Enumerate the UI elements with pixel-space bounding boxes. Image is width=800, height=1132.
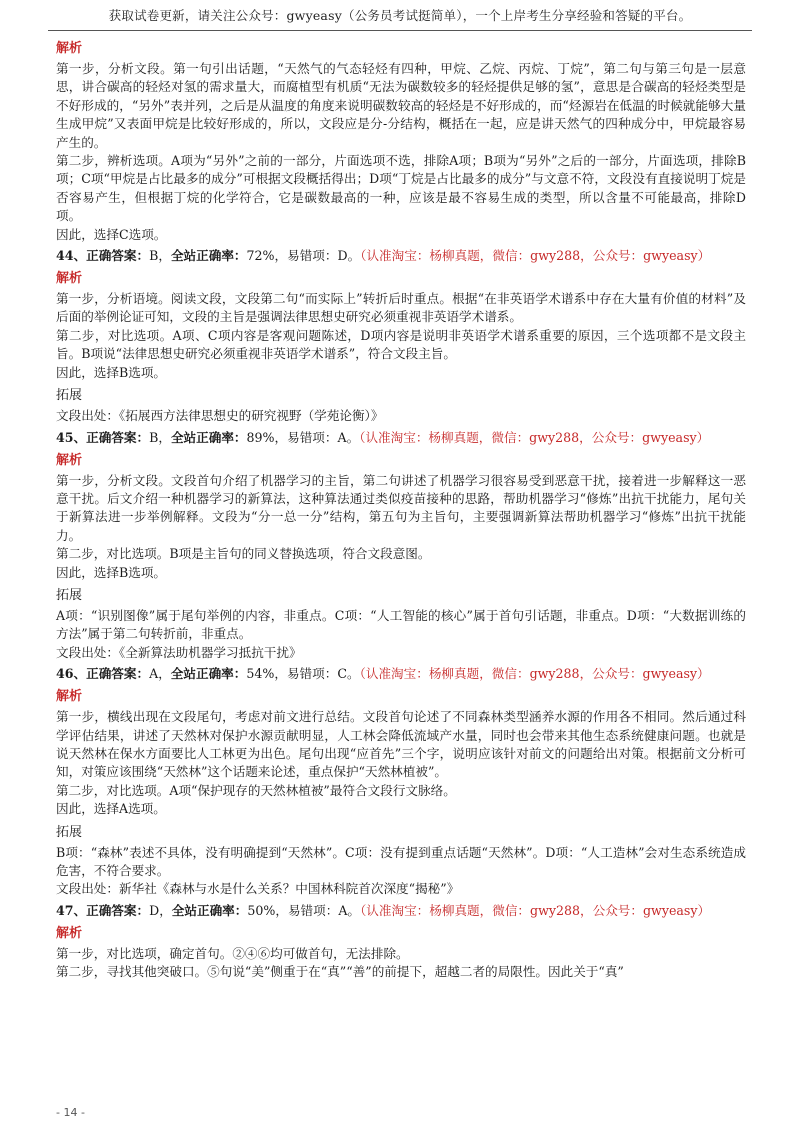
answer-label: 44、正确答案： (56, 248, 150, 264)
accuracy-value: 89%，易错项：A。 (246, 429, 360, 445)
answer-line (56, 427, 746, 448)
answer-value: B， (149, 429, 171, 445)
accuracy-value: 72%，易错项：D。 (246, 248, 361, 264)
paragraph: 第一步，分析文段。文段首句介绍了机器学习的主旨，第二句讲述了机器学习很容易受到恶意干扰，接着进一步解释这一恶意干扰。后文介绍一种机器学习的新算法，这种算法通过类似疫苗接种的思路，帮助机器学习“修炼”出抗干扰能力，尾句关于新算法进一步举例解释。文段为“分一总一分”结构，第五句为主旨句，主要强调新算法帮助机器学习“修炼”出抗干扰能力。 (56, 472, 746, 543)
page-number: - 14 - (56, 1106, 85, 1119)
paragraph: 第二步，辨析选项。A项为“另外”之前的一部分，片面选项不选，排除A项；B项为“另外”之后的一部分，片面选项，排除B项；C项“甲烷是占比最多的成分”可根据文段概括得出；D项“丁烷是占比最多的成分”与文意不符，文段没有直接说明丁烷是否容易产生，但根据丁烷的化学符合，它是碳数最高的一种，应该是最不容易生成的类型，所以含量不可能最高，排除D项。 (56, 153, 746, 224)
accuracy-label: 全站正确率： (171, 902, 248, 918)
paragraph: 第一步，对比选项，确定首句。②④⑥均可做首句，无法排除。 (56, 945, 409, 961)
answer-label: 46、正确答案： (56, 666, 150, 682)
paragraph: 文段出处：新华社《森林与水是什么关系？中国林科院首次深度“揭秘”》 (56, 881, 460, 897)
extension-heading: 拓展 (56, 388, 83, 404)
answer-value: D， (149, 902, 172, 918)
paragraph: 第一步，分析文段。第一句引出话题，“天然气的气态轻烃有四种，甲烷、乙烷、丙烷、丁烷”，第二句与第三句是一层意思，讲合碳高的轻烃对氢的需求量大，而腐植型有机质“无法为碳数较多的轻烃提供足够的氢”，意思是合碳高的轻烃类型是不好形成的，“另外”表并列，之后是从温度的角度来说明碳数较高的轻烃是不好形成的，而“烃源岩在低温的时候就能够大量生成甲烷”又表面甲烷是比较好形成的，所以，文段应是分-分结构，概括在一起，应是讲天然气的四种成分中，甲烷最容易产生的。 (56, 61, 746, 150)
paragraph: 文段出处：《拓展西方法律思想史的研究视野（学苑论衡）》 (56, 408, 384, 424)
accuracy-value: 50%，易错项：A。 (247, 902, 361, 918)
header-divider (48, 30, 752, 31)
accuracy-label: 全站正确率： (170, 248, 247, 264)
paragraph: 第二步，对比选项。A项“保护现存的天然林植被”最符合文段行文脉络。 (56, 782, 456, 798)
paragraph: 第二步，对比选项。B项是主旨句的同义替换选项，符合文段意图。 (56, 546, 431, 562)
paragraph: 文段出处：《全新算法助机器学习抵抗干扰》 (56, 644, 302, 660)
promo-text: （认准淘宝：杨柳真题，微信：gwy288，公众号：gwyeasy） (360, 248, 711, 264)
paragraph: 因此，选择B选项。 (56, 364, 167, 380)
paragraph: 第二步，寻找其他突破口。⑤句说“美”侧重于在“真”“善”的前提下，超越二者的局限性。因此关于“真” (56, 964, 624, 980)
promo-text: （认准淘宝：杨柳真题，微信：gwy288，公众号：gwyeasy） (359, 666, 710, 682)
answer-value: B， (149, 248, 171, 264)
promo-text: （认准淘宝：杨柳真题，微信：gwy288，公众号：gwyeasy） (360, 902, 711, 918)
answer-value: A， (149, 666, 171, 682)
promo-text: （认准淘宝：杨柳真题，微信：gwy288，公众号：gwyeasy） (359, 429, 710, 445)
analysis-heading: 解析 (56, 41, 83, 56)
analysis-heading: 解析 (56, 271, 83, 287)
document-body (56, 36, 746, 982)
accuracy-label: 全站正确率： (170, 429, 247, 445)
extension-heading: 拓展 (56, 587, 83, 603)
analysis-heading: 解析 (56, 452, 83, 468)
paragraph: B项：“森林”表述不具体，没有明确提到“天然林”。C项：没有提到重点话题“天然林”。D项：“人工造林”会对生态系统造成危害，不符合要求。 (56, 844, 746, 878)
paragraph: 因此，选择A选项。 (56, 801, 166, 817)
answer-label: 45、正确答案： (56, 429, 150, 445)
accuracy-value: 54%，易错项：C。 (246, 666, 360, 682)
paragraph: 第一步，横线出现在文段尾句，考虑对前文进行总结。文段首句论述了不同森林类型涵养水源的作用各不相同。然后通过科学评估结果，讲述了天然林对保护水源贡献明显，人工林会降低流域产水量，同时也会带来其他生态系统健康问题。也就是说天然林在保水方面要比人工林更为出色。尾句出现“应首先”三个字，说明应该针对前文的问题给出对策。根据前文分析可知，对策应该围绕“天然林”这个话题来论述，重点保护“天然林植被”。 (56, 709, 746, 780)
paragraph: 因此，选择C选项。 (56, 226, 167, 242)
analysis-heading: 解析 (56, 925, 83, 941)
paragraph: 第二步，对比选项。A项、C项内容是客观问题陈述，D项内容是说明非英语学术谱系重要的原因，三个选项都不是文段主旨。B项说“法律思想史研究必须重视非英语学术谱系”，符合文段主旨。 (56, 327, 746, 362)
paragraph: 因此，选择B选项。 (56, 564, 167, 580)
analysis-heading: 解析 (56, 689, 83, 705)
page-header: 获取试卷更新，请关注公众号：gwyeasy（公务员考试挺简单），一个上岸考生分享经验和答疑的平台。 (108, 8, 692, 23)
accuracy-label: 全站正确率： (170, 666, 247, 682)
extension-heading: 拓展 (56, 824, 83, 840)
answer-line (56, 900, 746, 921)
answer-label: 47、正确答案： (56, 902, 150, 918)
answer-line (56, 663, 746, 684)
paragraph: 第一步，分析语境。阅读文段，文段第二句“而实际上”转折后时重点。根据“在非英语学术谱系中存在大量有价值的材料”及后面的举例论证可知，文段的主旨是强调法律思想史研究必须重视非英语学术谱系。 (56, 291, 746, 325)
paragraph: A项：“识别图像”属于尾句举例的内容，非重点。C项：“人工智能的核心”属于首句引话题，非重点。D项：“大数据训练的方法”属于第二句转折前，非重点。 (56, 607, 746, 642)
answer-line (56, 245, 746, 266)
